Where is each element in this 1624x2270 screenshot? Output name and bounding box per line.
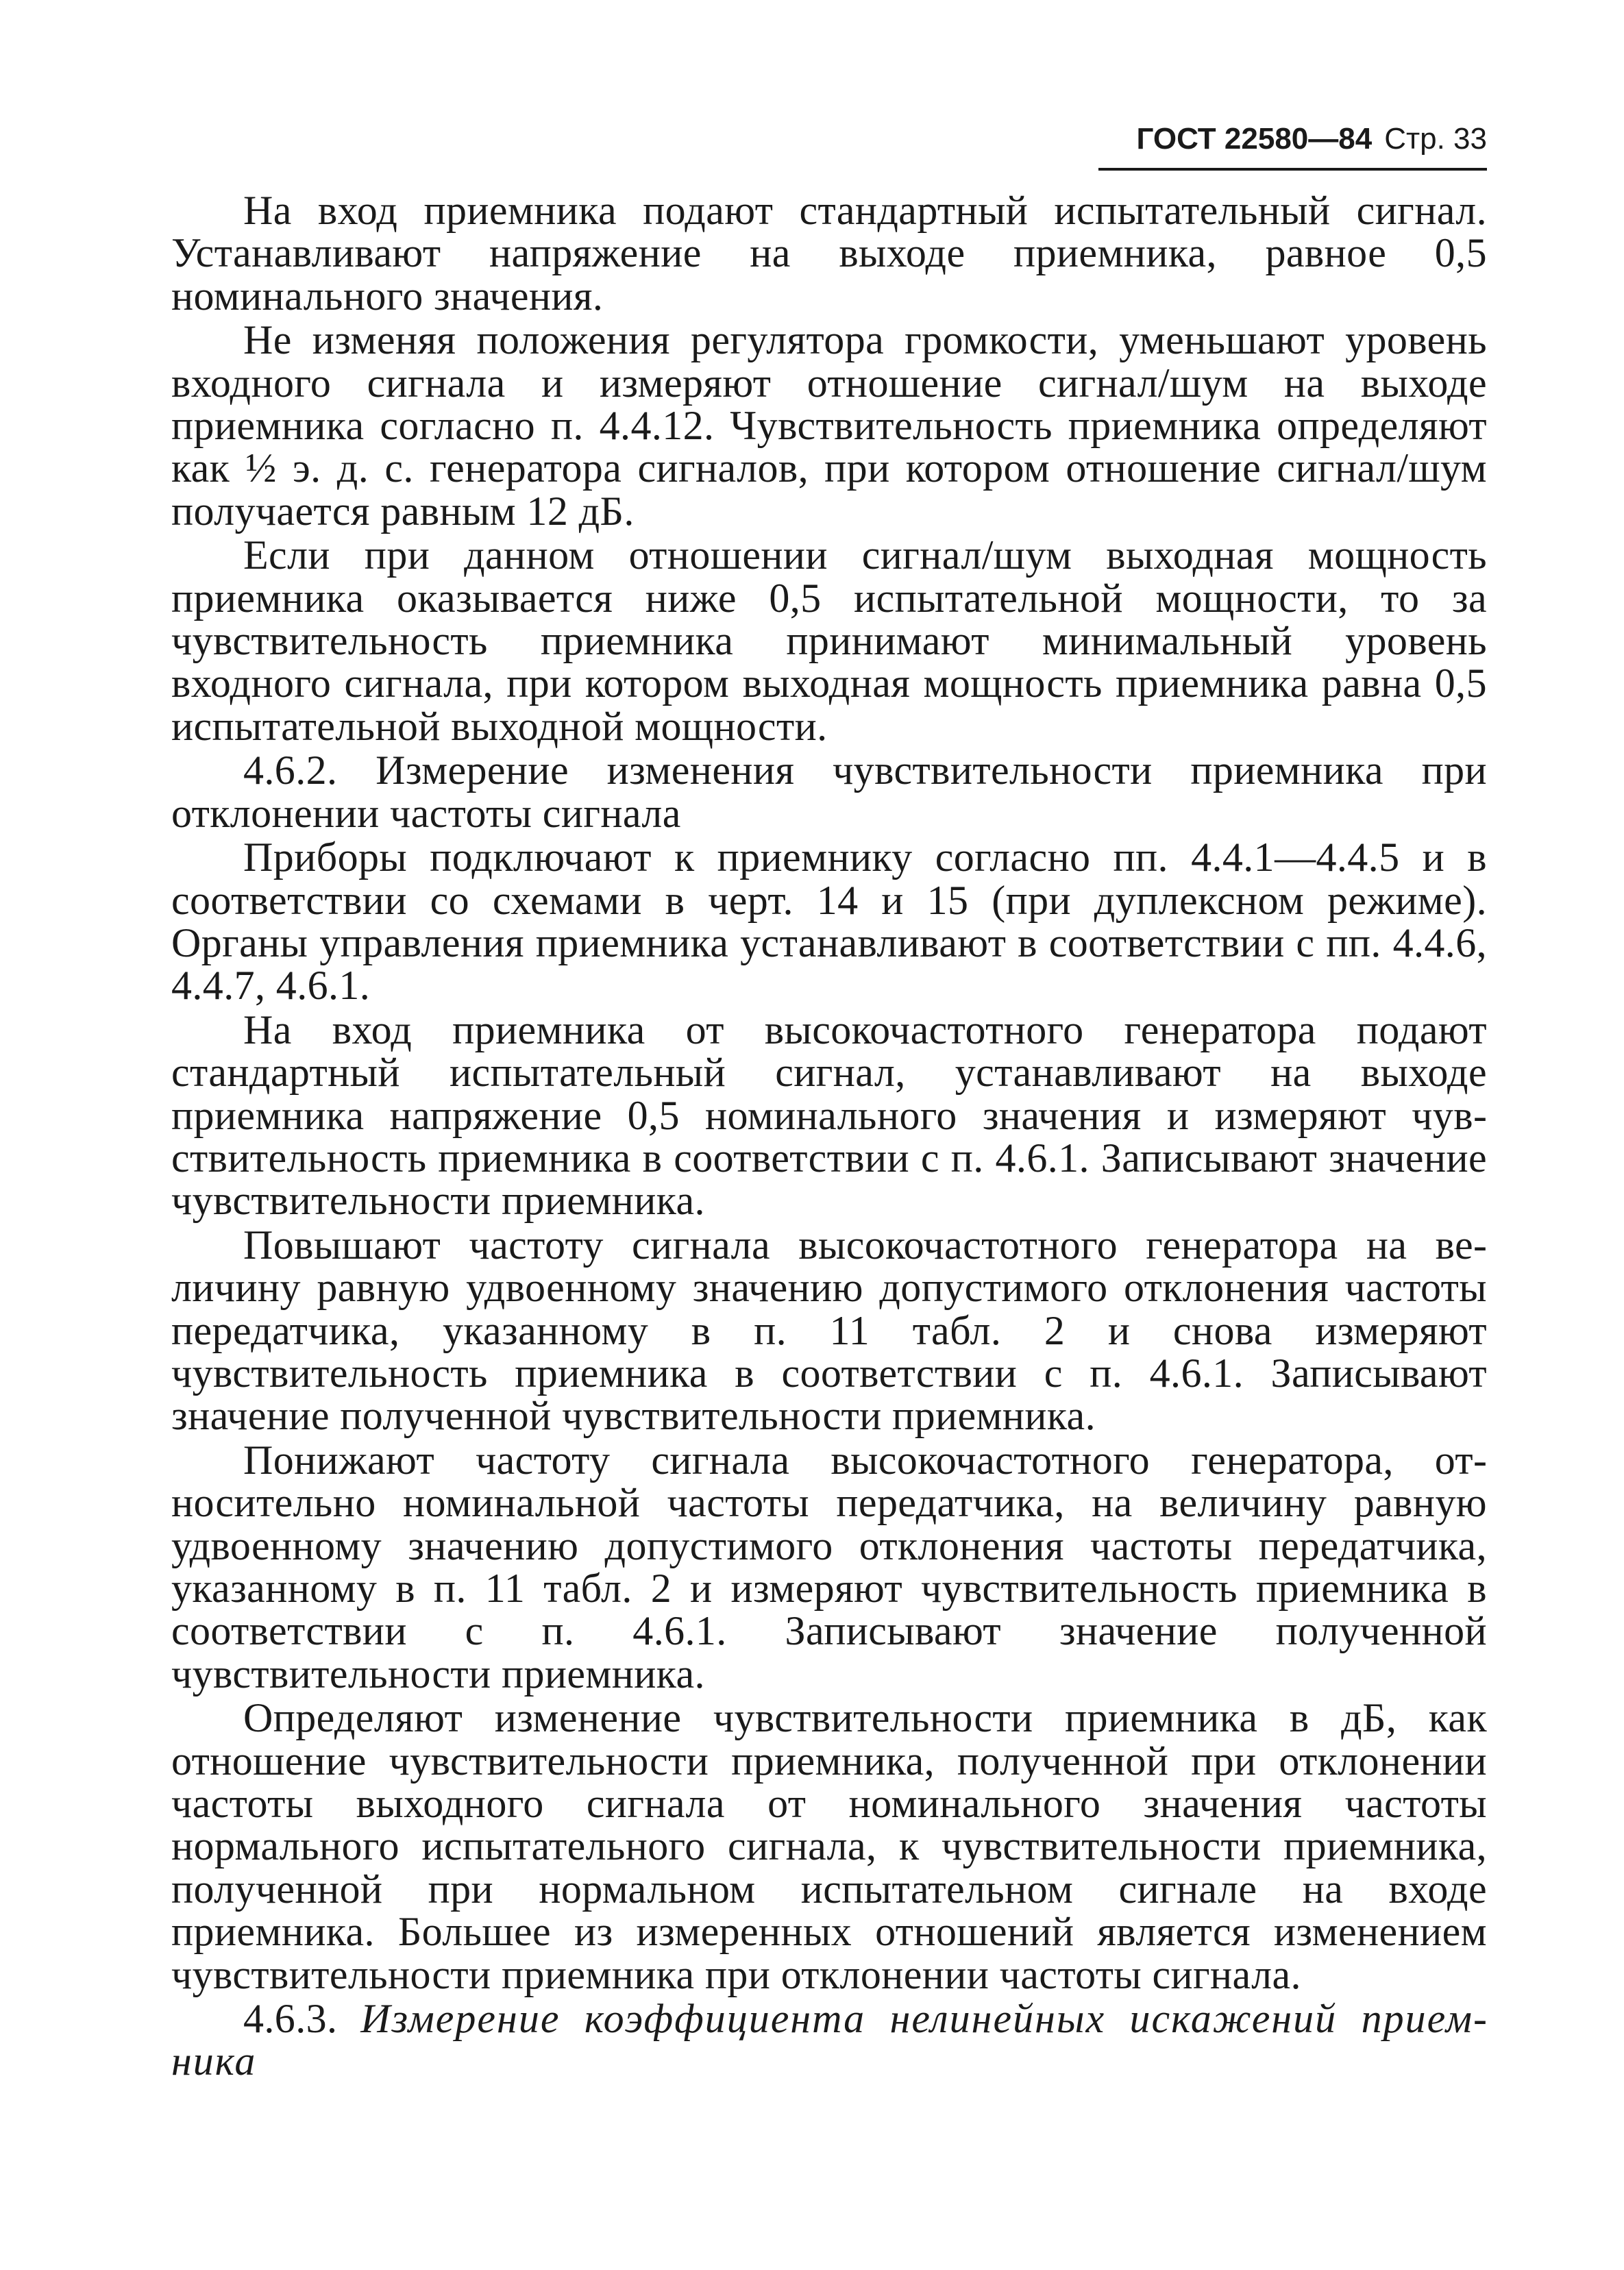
paragraph-8: Определяют изменение чувствительности приемника в дБ, как отношение чувствительности приемника, полученной при отклонении частоты выходного сигнала от номинального значения частоты нормального испытательного сигнала, к чувствительности приемника, полученной при нормальном испытательном сигнале на входе приемника. Большее из измеренных отношений является изменением чувствительности приемника при отклонении частоты сигнала.	[171, 1695, 1487, 1997]
paragraph-5: На вход приемника от высокочастотного генератора подают стандартный испытательный сигнал, устанавливают на выходе приемника напряжение 0,5 номинального значения и измеряют чувствительность приемника в соответствии с п. 4.6.1. Записывают значение чувствительности приемника.	[171, 1007, 1487, 1224]
section-number: 4.6.3.	[243, 1996, 338, 2042]
page-number: Стр. 33	[1384, 122, 1487, 156]
document-body	[171, 189, 1487, 2083]
page-header	[1090, 115, 1487, 163]
section-heading-4-6-3	[171, 1997, 1487, 2083]
paragraph-2: Не изменяя положения регулятора громкости, уменьшают уровень входного сигнала и измеряют отношение сигнал/шум на выходе приемника согласно п. 4.4.12. Чувствительность приемника определяют как ½ э. д. с. генератора сигналов, при котором отношение сигнал/шум получается равным 12 дБ.	[171, 317, 1487, 534]
section-title: Измерение изменения чувствительности приемника при отклонении частоты сигнала	[171, 748, 1487, 836]
paragraph-7: Понижают частоту сигнала высокочастотного генератора, относительно номинальной частоты передатчика, на величину равную удвоенному значению допустимого отклонения частоты передатчика, указанному в п. 11 табл. 2 и измеряют чувствительность приемника в соответствии с п. 4.6.1. Записывают значение полученной чувствительности приемника.	[171, 1437, 1487, 1697]
section-title: Измерение коэффициента нелинейных искажений приемника	[171, 1996, 1488, 2084]
paragraph-4: Приборы подключают к приемнику согласно пп. 4.4.1—4.4.5 и в соответствии со схемами в черт. 14 и 15 (при дуплексном режиме). Органы управления приемника устанавливают в соответствии с пп. 4.4.6, 4.4.7, 4.6.1.	[171, 835, 1487, 1009]
paragraph-1: На вход приемника подают стандартный испытательный сигнал. Устанавливают напряжение на выходе приемника, равное 0,5 номинального значения.	[171, 188, 1487, 319]
document-id: ГОСТ 22580—84	[1136, 122, 1373, 156]
section-heading-4-6-2	[171, 749, 1487, 835]
header-rule	[1098, 168, 1487, 171]
paragraph-6: Повышают частоту сигнала высокочастотного генератора на величину равную удвоенному значению допустимого отклонения частоты передатчика, указанному в п. 11 табл. 2 и снова измеряют чувствительность приемника в соответствии с п. 4.6.1. Записывают значение полученной чувствительности приемника.	[171, 1222, 1487, 1439]
section-number: 4.6.2.	[243, 748, 338, 793]
paragraph-3: Если при данном отношении сигнал/шум выходная мощность приемника оказывается ниже 0,5 испытательной мощности, то за чувствительность приемника принимают минимальный уровень входного сигнала, при котором выходная мощность приемника равна 0,5 испытательной выходной мощности.	[171, 532, 1487, 749]
